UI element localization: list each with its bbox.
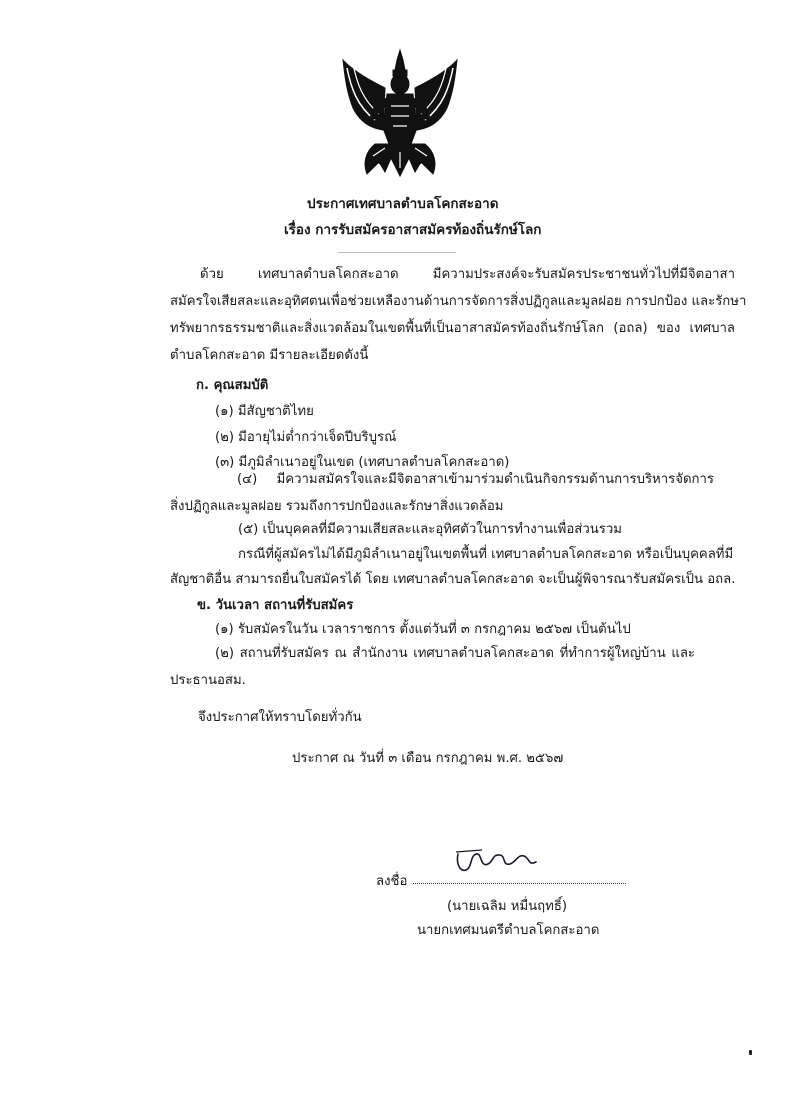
announcement-subject: เรื่อง การรับสมัครอาสาสมัครท้องถิ่นรักษ์โลก xyxy=(284,222,542,238)
closing-statement: จึงประกาศให้ทราบโดยทั่วกัน xyxy=(198,710,362,725)
qualifications-heading: ก. คุณสมบัติ xyxy=(196,378,269,393)
handwritten-signature xyxy=(452,846,542,876)
scan-speck xyxy=(749,1050,752,1055)
qualification-item-4-line-1: (๔) มีความสมัครใจและมีจิตอาสาเข้ามาร่วมดำเนินกิจกรรมด้านการบริหารจัดการ xyxy=(237,472,714,487)
qualification-item-1: (๑) มีสัญชาติไทย xyxy=(215,404,314,419)
garuda-emblem-icon xyxy=(335,48,465,183)
announcement-title: ประกาศเทศบาลตำบลโคกสะอาด xyxy=(307,196,499,212)
intro-line-1: ด้วย เทศบาลตำบลโคกสะอาด มีความประสงค์จะรับสมัครประชาชนทั่วไปที่มีจิตอาสา xyxy=(200,267,735,282)
signatory-position: นายกเทศมนตรีตำบลโคกสะอาด xyxy=(417,923,600,938)
qualification-item-4-line-2: สิ่งปฏิกูลและมูลฝอย รวมถึงการปกป้องและรักษาสิ่งแวดล้อม xyxy=(170,499,504,514)
qualification-note-line-1: กรณีที่ผู้สมัครไม่ได้มีภูมิลำเนาอยู่ในเขตพื้นที่ เทศบาลตำบลโคกสะอาด หรือเป็นบุคคลที่มี xyxy=(238,547,734,562)
qualification-item-2: (๒) มีอายุไม่ต่ำกว่าเจ็ดปีบริบูรณ์ xyxy=(215,430,397,445)
schedule-item-2-line-1: (๒) สถานที่รับสมัคร ณ สำนักงาน เทศบาลตำบลโคกสะอาด ที่ทำการผู้ใหญ่บ้าน และ xyxy=(215,646,695,661)
intro-line-3: ทรัพยากรธรรมชาติและสิ่งแวดล้อมในเขตพื้นที่เป็นอาสาสมัครท้องถิ่นรักษ์โลก (อถล) ของ เทศบาล xyxy=(170,321,735,336)
qualification-item-5: (๕) เป็นบุคคลที่มีความเสียสละและอุทิศตัวในการทำงานเพื่อส่วนรวม xyxy=(238,522,622,537)
schedule-item-2-line-2: ประธานอสม. xyxy=(170,673,246,688)
schedule-heading: ข. วันเวลา สถานที่รับสมัคร xyxy=(197,598,354,613)
qualification-item-3: (๓) มีภูมิลำเนาอยู่ในเขต (เทศบาลตำบลโคกสะอาด) xyxy=(215,455,510,470)
sign-label: ลงชื่อ xyxy=(376,874,408,889)
announcement-date: ประกาศ ณ วันที่ ๓ เดือน กรกฎาคม พ.ศ. ๒๕๖๗ xyxy=(292,751,564,766)
qualification-note-line-2: สัญชาติอื่น สามารถยื่นใบสมัครได้ โดย เทศบาลตำบลโคกสะอาด จะเป็นผู้พิจารณารับสมัครเป็น อถล. xyxy=(170,572,736,587)
signature-line xyxy=(413,883,626,884)
intro-line-4: ตำบลโคกสะอาด มีรายละเอียดดังนี้ xyxy=(170,348,369,363)
title-divider xyxy=(338,252,456,253)
intro-line-2: สมัครใจเสียสละและอุทิศตนเพื่อช่วยเหลืองานด้านการจัดการสิ่งปฏิกูลและมูลฝอย การปกป้อง และรักษา xyxy=(170,294,747,309)
schedule-item-1: (๑) รับสมัครในวัน เวลาราชการ ตั้งแต่วันที่ ๓ กรกฎาคม ๒๕๖๗ เป็นต้นไป xyxy=(215,622,631,637)
signatory-name: (นายเฉลิม หมื่นฤทธิ์) xyxy=(447,899,568,914)
